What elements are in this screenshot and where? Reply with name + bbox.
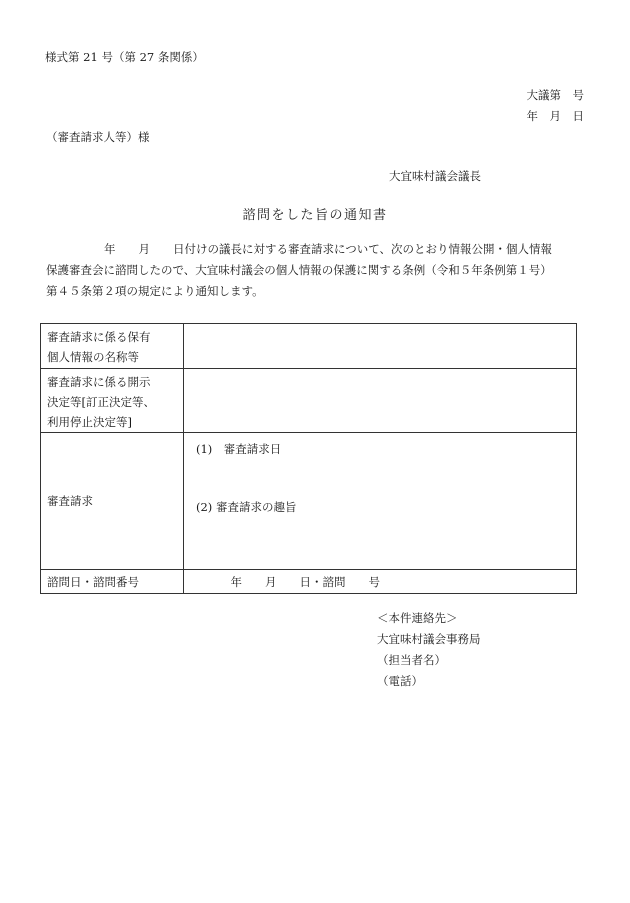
- table-label-cell: [41, 324, 184, 369]
- sender: 大宜味村議会議長: [389, 169, 481, 183]
- label-line: 個人情報の名称等: [47, 350, 139, 364]
- contact-heading: ＜本件連絡先＞: [377, 611, 458, 625]
- table-value-cell: [184, 369, 577, 433]
- request-date-label: (1) 審査請求日: [196, 442, 282, 456]
- info-table: [40, 323, 577, 594]
- label-line: 利用停止決定等]: [47, 415, 132, 429]
- table-row: [41, 369, 577, 433]
- table-row: [41, 433, 577, 570]
- body-line: 第４５条第２項の規定により通知します。: [46, 284, 264, 298]
- contact-person: （担当者名）: [377, 653, 446, 667]
- table-value-cell: [184, 324, 577, 369]
- contact-office: 大宜味村議会事務局: [377, 632, 481, 646]
- table-row: [41, 324, 577, 369]
- table-label-cell: 審査請求: [41, 433, 184, 570]
- body-line: 年 月 日付けの議長に対する審査請求について、次のとおり情報公開・個人情報: [104, 242, 553, 256]
- table-row: [41, 570, 577, 594]
- contact-block: [377, 613, 481, 697]
- contact-phone: （電話）: [377, 674, 423, 688]
- table-label-cell: 諮問日・諮問番号: [41, 570, 184, 594]
- table-value-cell: 年 月 日・諮問 号: [184, 570, 577, 594]
- document-number: 大議第 号: [526, 88, 584, 102]
- form-number: 様式第 21 号（第 27 条関係）: [45, 50, 204, 64]
- label-line: 審査請求に係る開示: [47, 375, 151, 389]
- label-line: 決定等[訂正決定等、: [47, 395, 155, 409]
- body-line: 保護審査会に諮問したので、大宜味村議会の個人情報の保護に関する条例（令和５年条例第１号）: [46, 263, 552, 277]
- document-title: 諮問をした旨の通知書: [242, 208, 388, 223]
- table-value-cell: [184, 433, 577, 570]
- body-text: [46, 244, 586, 307]
- table-label-cell: [41, 369, 184, 433]
- document-date: 年 月 日: [526, 109, 584, 123]
- label-line: 審査請求に係る保有: [47, 330, 151, 344]
- request-purpose-label: (2) 審査請求の趣旨: [196, 500, 297, 514]
- addressee: （審査請求人等）様: [46, 130, 150, 144]
